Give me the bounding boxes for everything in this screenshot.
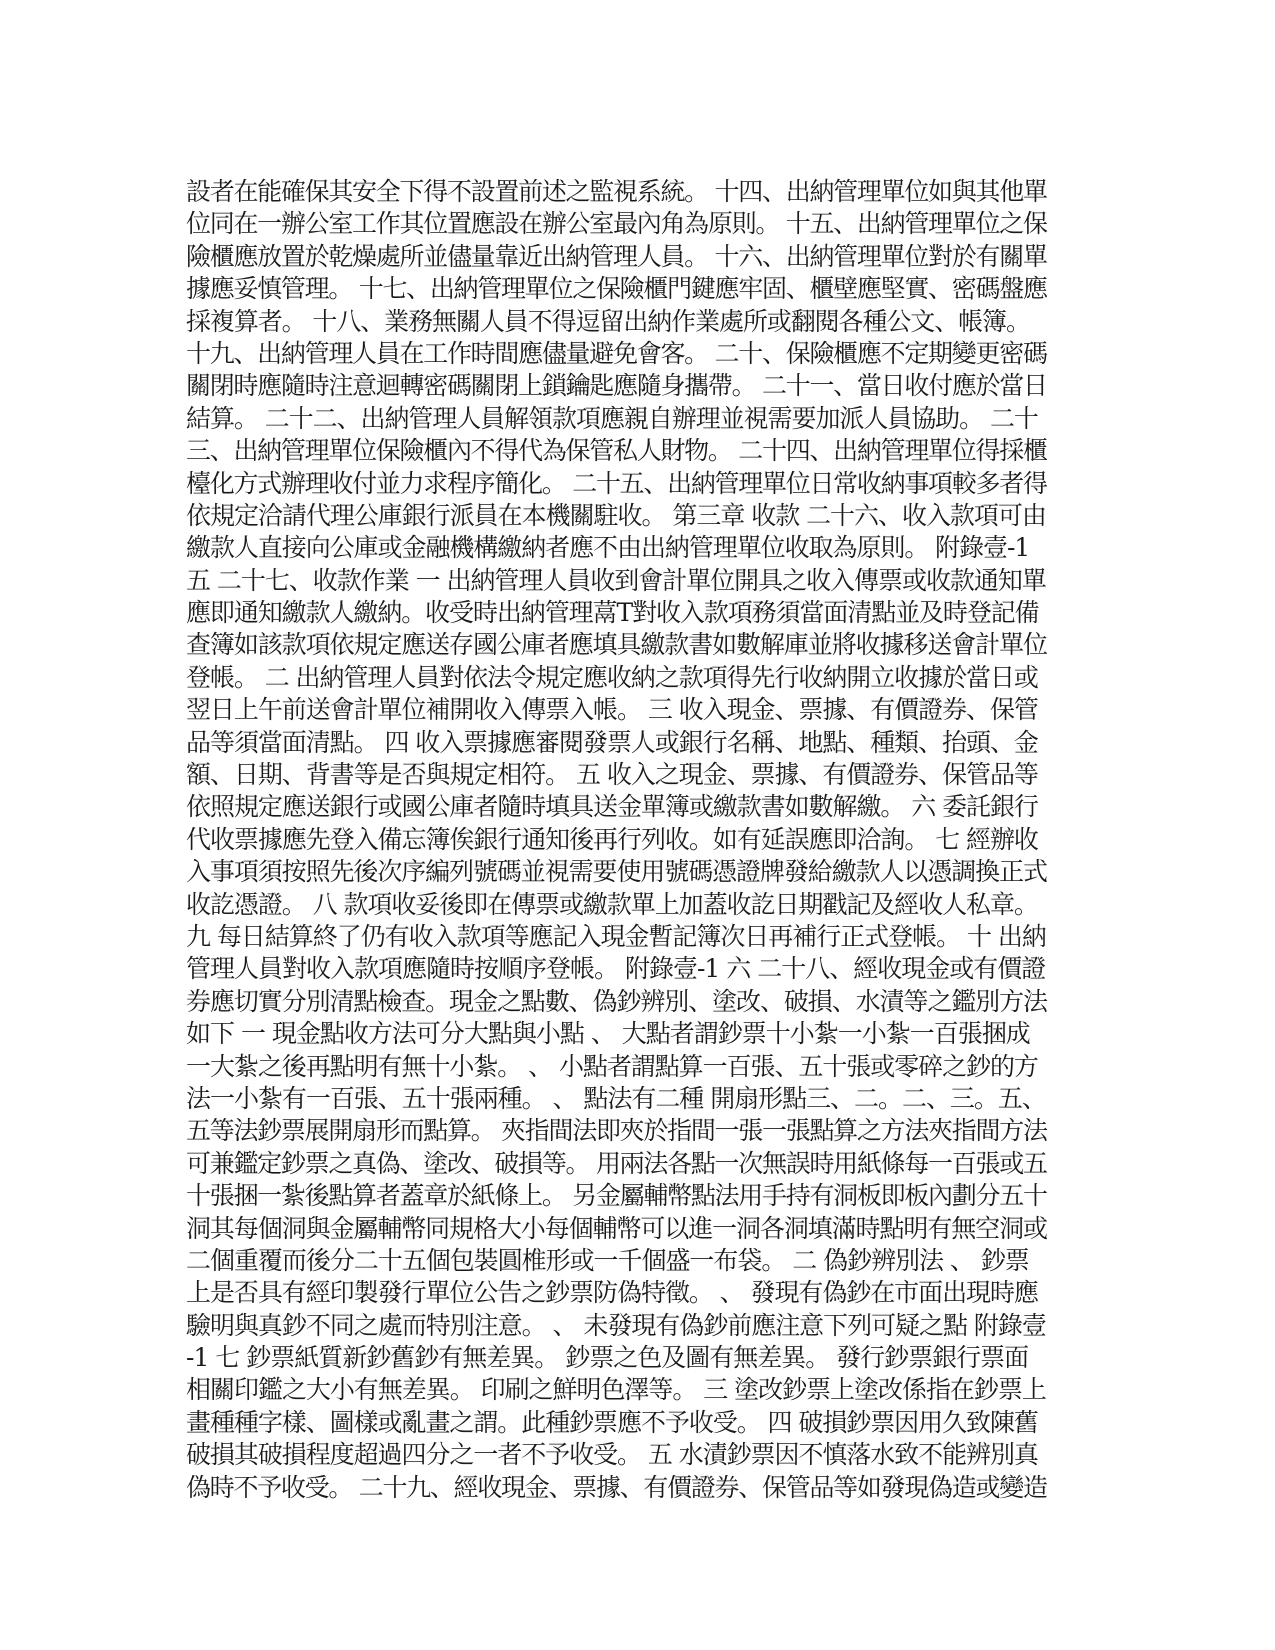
text-line: 十張捆一紮後點算者蓋章於紙條上。 另金屬輔幣點法用手持有洞板即板內劃分五十: [186, 1181, 1047, 1211]
text-line: 可兼鑑定鈔票之真偽、塗改、破損等。 用兩法各點一次無誤時用紙條每一百張或五: [186, 1148, 1047, 1178]
text-line: 依規定洽請代理公庫銀行派員在本機關駐收。 第三章 收款 二十六、收入款項可由: [186, 500, 1046, 530]
text-line: 檯化方式辦理收付並力求程序簡化。 二十五、出納管理單位日常收納事項較多者得: [186, 468, 1047, 498]
text-line: 洞其每個洞與金屬輔幣同規格大小每個輔幣可以進一洞各洞填滿時點明有無空洞或: [186, 1213, 1047, 1243]
text-line: 關閉時應隨時注意迴轉密碼關閉上鎖鑰匙應隨身攜帶。 二十一、當日收付應於當日: [186, 371, 1047, 401]
text-line: 三、出納管理單位保險櫃內不得代為保管私人財物。 二十四、出納管理單位得採櫃: [186, 436, 1047, 466]
text-line: 採複算者。 十八、業務無關人員不得逗留出納作業處所或翻閱各種公文、帳簿。: [186, 306, 1030, 336]
text-line: 五 二十七、收款作業 一 出納管理人員收到會計單位開具之收入傳票或收款通知單: [186, 565, 1046, 595]
text-line: -1 七 鈔票紙質新鈔舊鈔有無差異。 鈔票之色及圖有無差異。 發行鈔票銀行票面: [186, 1343, 1029, 1373]
text-line: 結算。 二十二、出納管理人員解領款項應親自辦理並視需要加派人員協助。 二十: [186, 403, 1038, 433]
text-line: 繳款人直接向公庫或金融機構繳納者應不由出納管理單位收取為原則。 附錄壹-1: [186, 533, 1030, 563]
text-line: 九 每日結算終了仍有收入款項等應記入現金暫記簿次日再補行正式登帳。 十 出納: [186, 921, 1046, 951]
text-line: 代收票據應先登入備忘簿俟銀行通知後再行列收。如有延誤應即洽詢。 七 經辦收: [186, 824, 1038, 854]
text-line: 一大紮之後再點明有無十小紮。 、 小點者謂點算一百張、五十張或零碎之鈔的方: [186, 1051, 1038, 1081]
text-line: 券應切實分別清點檢查。現金之點數、偽鈔辨別、塗改、破損、水漬等之鑑別方法: [186, 986, 1047, 1016]
text-line: 位同在一辦公室工作其位置應設在辦公室最內角為原則。 十五、出納管理單位之保: [186, 209, 1047, 239]
text-line: 管理人員對收入款項應隨時按順序登帳。 附錄壹-1 六 二十八、經收現金或有價證: [186, 954, 1046, 984]
text-line: 品等須當面清點。 四 收入票據應審閱發票人或銀行名稱、地點、種類、抬頭、金: [186, 727, 1038, 757]
text-line: 破損其破損程度超過四分之一者不予收受。 五 水漬鈔票因不慎落水致不能辨別真: [186, 1440, 1038, 1470]
text-line: 據應妥慎管理。 十七、出納管理單位之保險櫃門鍵應牢固、櫃壁應堅實、密碼盤應: [186, 274, 1047, 304]
text-line: 二個重覆而後分二十五個包裝圓椎形或一千個盛一布袋。 二 偽鈔辨別法 、 鈔票: [186, 1245, 1029, 1275]
text-line: 額、日期、背書等是否與規定相符。 五 收入之現金、票據、有價證券、保管品等: [186, 760, 1038, 790]
text-line: 險櫃應放置於乾燥處所並儘量靠近出納管理人員。 十六、出納管理單位對於有關單: [186, 241, 1047, 271]
text-line: 設者在能確保其安全下得不設置前述之監視系統。 十四、出納管理單位如與其他單: [186, 177, 1047, 206]
body-text: [186, 176, 1086, 1504]
text-line: 相關印鑑之大小有無差異。 印刷之鮮明色澤等。 三 塗改鈔票上塗改係指在鈔票上: [186, 1375, 1046, 1405]
text-line: 法一小紮有一百張、五十張兩種。 、 點法有二種 開扇形點三、二。二、三。五、: [186, 1083, 1046, 1113]
text-line: 收訖憑證。 八 款項收妥後即在傳票或繳款單上加蓋收訖日期戳記及經收人私章。: [186, 889, 1038, 919]
text-line: 應即通知繳款人繳納。收受時出納管理蒚T對收入款項務須當面清點並及時登記備: [186, 598, 1039, 628]
text-line: 查簿如該款項依規定應送存國公庫者應填具繳款書如數解庫並將收據移送會計單位: [186, 630, 1047, 660]
text-line: 驗明與真鈔不同之處而特別注意。 、 未發現有偽鈔前應注意下列可疑之點 附錄壹: [186, 1310, 1046, 1340]
text-line: 五等法鈔票展開扇形而點算。 夾指間法即夾於指間一張一張點算之方法夾指間方法: [186, 1116, 1047, 1146]
text-line: 偽時不予收受。 二十九、經收現金、票據、有價證券、保管品等如發現偽造或變造: [186, 1472, 1047, 1502]
text-line: 十九、出納管理人員在工作時間應儘量避免會客。 二十、保險櫃應不定期變更密碼: [186, 338, 1047, 368]
text-line: 翌日上午前送會計單位補開收入傳票入帳。 三 收入現金、票據、有價證券、保管: [186, 695, 1038, 725]
text-line: 如下 一 現金點收方法可分大點與小點 、 大點者謂鈔票十小紮一小紮一百張捆成: [186, 1019, 1030, 1049]
text-line: 入事項須按照先後次序編列號碼並視需要使用號碼憑證牌發給繳款人以憑調換正式: [186, 857, 1047, 887]
text-line: 上是否具有經印製發行單位公告之鈔票防偽特徵。 、 發現有偽鈔在市面出現時應: [186, 1278, 1038, 1308]
text-line: 登帳。 二 出納管理人員對依法令規定應收納之款項得先行收納開立收據於當日或: [186, 662, 1038, 692]
text-line: 依照規定應送銀行或國公庫者隨時填具送金單簿或繳款書如數解繳。 六 委託銀行: [186, 792, 1038, 822]
text-line: 畫種種字樣、圖樣或亂畫之謂。此種鈔票應不予收受。 四 破損鈔票因用久致陳舊: [186, 1407, 1038, 1437]
